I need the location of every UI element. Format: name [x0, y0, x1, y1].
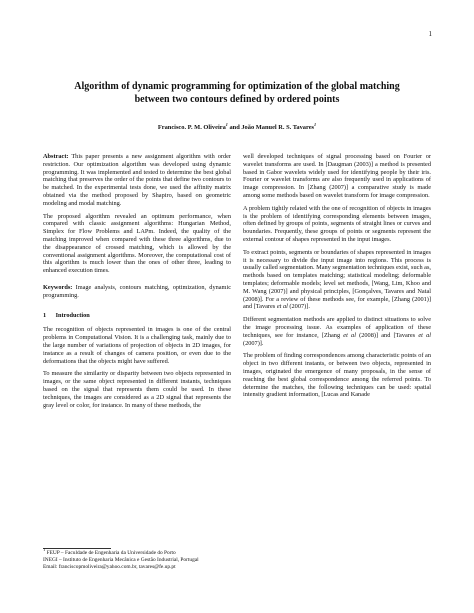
left-column: [43, 153, 231, 414]
footnote-line-2: INEGI – Instituto de Engenharia Mecânica e Gestão Industrial, Portugal: [43, 557, 199, 564]
right-paragraph-3-text: To extract points, segments or boundaries of shapes represented in images it is necessary to divide the input image into regions. This process is usually called segmentation. Many segmentation techniques exist, such as, methods based on templates matching; statistical modeling; deformable templates; deformable models; level set methods, [Wang, Lim, Khoo and M. Wang (2007)] and physical principles, [Gonçalves, Tavares and Natal (2008)]. For a review of these methods see, for example, [Zhang (2001)] and [Tavares: [243, 248, 431, 311]
author-1-footnote-mark: 1: [225, 121, 228, 127]
footnote-affiliation-1: FEUP – Faculdade de Engenharia da Universidade do Porto: [45, 550, 176, 556]
footnote-mark: 1: [43, 547, 46, 553]
right-paragraph-1: well developed techniques of signal processing based on Fourier or wavelet transforms are used. In [Daugman (2003)] a method is presented based in Gabor wavelets widely used for identifying people by their iris. Fourier or wavelet transforms are also frequently used in applications of image compression. In [Zhang (2007)] a comparative study is made among some methods based on wavelet transform for image compression.: [243, 153, 431, 199]
footnote-divider: [43, 548, 111, 549]
abstract-text-1: This paper presents a new assignment algorithm with order restriction. Our optimization algorithm was developed using dynamic programming. It was implemented and tested to determine the best global matching that preserves the order of the points that define two contours to be matched. In the experimental tests done, we used the affinity matrix obtained via the method proposed by Shapiro, based on geometric modeling and modal matching.: [43, 153, 231, 207]
footnote: [43, 547, 303, 572]
section-heading-introduction: 1 Introduction: [43, 311, 90, 319]
right-paragraph-2: A problem tightly related with the one of recognition of objects in images is the problem of identifying corresponding elements between images, often defined by groups of points, segments of straight lines or curves and boundaries. Frequently, these groups of points or segments represent the external contour of shapes represented in the input images.: [243, 204, 431, 243]
right-paragraph-5: The problem of finding correspondences among characteristic points of an object in two different instants, or between two objects, represented in images, originated the emergence of many proposals, in the sense of reaching the best global correspondence among the referred points. To determine the matches, the following techniques can be used: spatial intensity gradient information, [Lucas and Kanade: [243, 352, 431, 399]
keywords-paragraph: [43, 284, 231, 300]
right-paragraph-3: [243, 249, 431, 311]
title-line-1: Algorithm of dynamic programming for optimization of the global matching: [74, 81, 400, 92]
footnote-line-1: [43, 547, 303, 557]
intro-paragraph-1: The recognition of objects represented in images is one of the central problems in Computational Vision. It is a challenging task, mainly due to the large number of variations of projection of objects in 2D images, for instance as a result of changes of camera position, or even due to the deformations that the objects might have suffered.: [43, 326, 231, 365]
right-paragraph-3-italic: et al: [276, 303, 288, 311]
right-paragraph-4-italic-2: et al: [418, 331, 431, 339]
right-paragraph-4: [243, 316, 431, 347]
abstract-label: Abstract:: [43, 153, 69, 160]
footnote-line-3: Email: franciscopmoliveira@yahoo.com.br, tavares@fe.up.pt: [43, 564, 176, 571]
right-paragraph-3-tail: (2007)].: [287, 303, 310, 311]
intro-paragraph-2: To measure the similarity or disparity between two objects represented in images, or the same object represented in different instants, techniques based on the signal that represents them could be used. In these techniques, the images are considered as a 2D signal that represents the gray level or color, for instance. In many of these methods, the: [43, 370, 231, 409]
title-line-2: between two contours defined by ordered points: [134, 94, 340, 105]
right-paragraph-4-c: (2007)].: [243, 339, 264, 347]
right-paragraph-4-b: (2008)] and [Tavares: [355, 331, 419, 339]
abstract-paragraph-1: [43, 153, 231, 208]
page-number: 1: [428, 30, 432, 38]
right-paragraph-4-a: Different segmentation methods are applied to distinct situations to solve the image processing issue. As examples of application of these techniques, see for instance, [Zhang: [243, 316, 431, 339]
right-paragraph-4-italic-1: et al: [343, 331, 356, 339]
author-2-footnote-mark: 1: [314, 121, 317, 127]
author-2: and João Manuel R. S. Tavares: [227, 124, 315, 131]
abstract-paragraph-2: The proposed algorithm revealed an optimum performance, when compared with classic assignment algorithms: Hungarian Method, Simplex for Flow Problems and LAPm. Indeed, the quality of the matching improved when compared with these three algorithms, due to the disappearance of crossed matching, which is allowed by the conventional assignment algorithms. Moreover, the computational cost of this algorithm is much lower than the ones of other three, leading to enhanced execution times.: [43, 212, 231, 275]
keywords-label: Keywords:: [43, 283, 73, 291]
paper-title: [40, 80, 434, 106]
author-1: Francisco. P. M. Oliveira: [157, 124, 226, 131]
keywords-text: Image analysis, contours matching, optimization, dynamic programming.: [43, 283, 231, 299]
author-line: [40, 121, 434, 131]
right-column: [243, 153, 431, 404]
